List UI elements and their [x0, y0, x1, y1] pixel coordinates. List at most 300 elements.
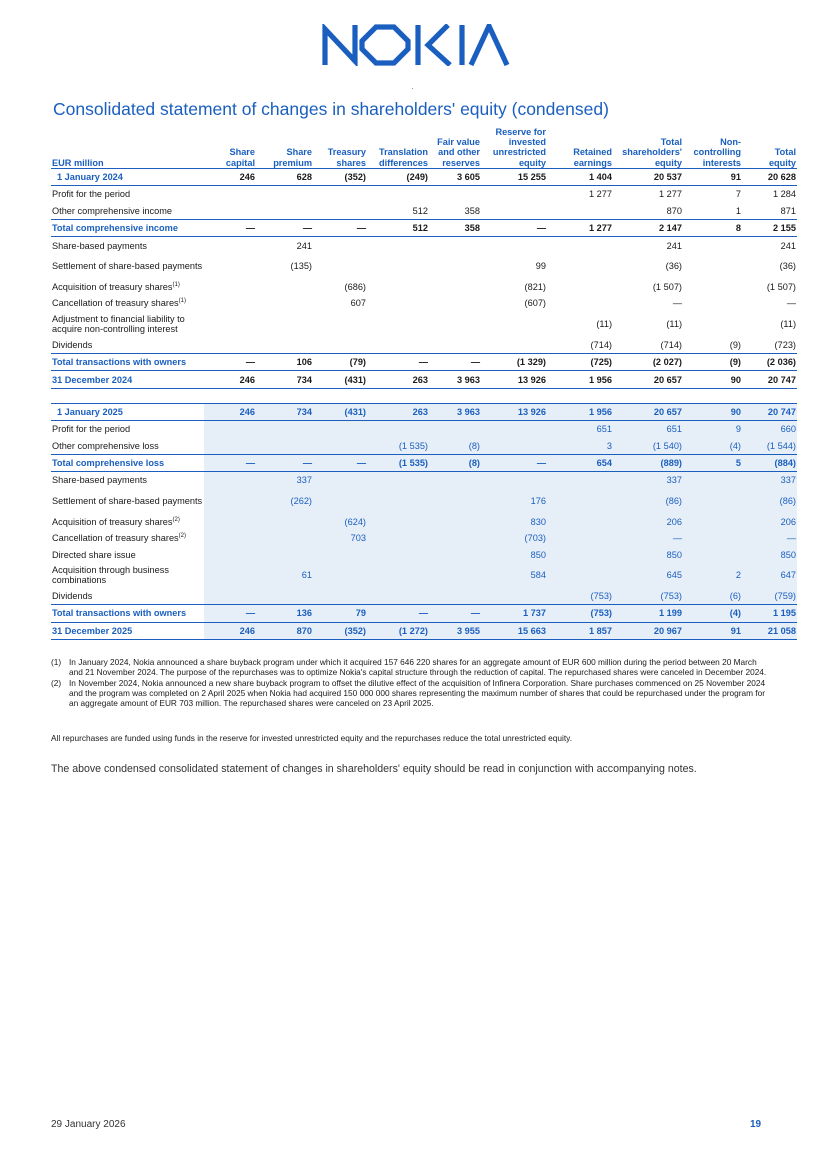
table-row: [51, 454, 797, 471]
value-cell: (889): [613, 454, 683, 471]
value-cell: [547, 472, 613, 489]
value-cell: 1 199: [613, 605, 683, 622]
value-cell: [256, 312, 313, 337]
row-label-text: Share-based payments: [52, 240, 147, 251]
value-cell: —: [742, 530, 797, 546]
value-cell: [256, 186, 313, 203]
value-cell: 1 956: [547, 403, 613, 420]
value-cell: —: [367, 353, 429, 370]
value-cell: [547, 279, 613, 295]
value-cell: [481, 312, 547, 337]
row-label: [51, 530, 204, 546]
value-cell: [204, 588, 256, 605]
value-cell: [547, 254, 613, 279]
value-cell: 9: [683, 421, 742, 438]
value-cell: 734: [256, 371, 313, 388]
row-label: [51, 622, 204, 639]
value-cell: [204, 186, 256, 203]
value-cell: 20 747: [742, 403, 797, 420]
table-row: [51, 279, 797, 295]
value-cell: [683, 254, 742, 279]
value-cell: 21 058: [742, 622, 797, 639]
decorative-dot: [412, 88, 413, 89]
value-cell: [256, 546, 313, 562]
row-label-text: 31 December 2024: [52, 374, 133, 385]
nokia-logo: [322, 24, 510, 66]
value-cell: (714): [660, 339, 682, 350]
value-cell: 20 657: [613, 371, 683, 388]
value-cell: 871: [780, 205, 796, 216]
row-label: [51, 186, 204, 203]
row-label-text: Cancellation of treasury shares: [52, 298, 179, 309]
value-cell: 647: [742, 563, 797, 588]
value-cell: 90: [683, 371, 742, 388]
value-cell: [367, 514, 429, 530]
value-cell: 7: [735, 189, 741, 200]
column-header-line: equity: [654, 157, 682, 168]
value-cell: [313, 254, 367, 279]
row-label-text: Profit for the period: [52, 189, 131, 200]
value-cell: (607): [524, 298, 546, 309]
table-row: [51, 489, 797, 514]
value-cell: [256, 438, 313, 455]
column-header-line: Total: [774, 147, 796, 158]
value-cell: [313, 438, 367, 455]
value-cell: [367, 237, 429, 254]
value-cell: —: [204, 219, 256, 236]
row-label: [51, 279, 204, 295]
column-header-line: Retained: [573, 147, 612, 158]
value-cell: [204, 421, 256, 438]
value-cell: 8: [683, 219, 742, 236]
value-cell: (1 535): [367, 454, 429, 471]
page-title: Consolidated statement of changes in shareholders' equity (condensed): [53, 99, 609, 119]
value-cell: [367, 421, 429, 438]
value-cell: [481, 472, 547, 489]
value-cell: [313, 588, 367, 605]
table-row: [51, 203, 797, 220]
value-cell: [367, 563, 429, 588]
row-label: [51, 403, 204, 420]
value-cell: (714): [590, 339, 612, 350]
value-cell: (431): [313, 403, 367, 420]
value-cell: —: [313, 454, 367, 471]
value-cell: 2: [683, 563, 742, 588]
value-cell: (753): [547, 588, 613, 605]
value-cell: 20 628: [742, 168, 797, 185]
row-label-text: Acquisition through business combinations: [52, 565, 169, 586]
value-cell: [683, 530, 742, 546]
row-label-text: Other comprehensive income: [52, 205, 173, 216]
value-cell: (86): [742, 489, 797, 514]
column-header-line: Share: [286, 147, 312, 158]
value-cell: [481, 203, 547, 220]
row-label: [51, 371, 204, 388]
value-cell: 263: [367, 371, 429, 388]
value-cell: (135): [290, 261, 312, 272]
value-cell: 106: [256, 353, 313, 370]
value-cell: [256, 203, 313, 220]
value-cell: (753): [613, 588, 683, 605]
value-cell: 15 255: [481, 168, 547, 185]
value-cell: [547, 563, 613, 588]
equity-table: [51, 127, 797, 640]
value-cell: [204, 563, 256, 588]
row-label-text: Acquisition of treasury shares: [52, 281, 173, 292]
table-row: [51, 403, 797, 420]
table-row: [51, 254, 797, 279]
value-cell: (1 540): [613, 438, 683, 455]
value-cell: 246: [204, 168, 256, 185]
value-cell: 20 967: [613, 622, 683, 639]
value-cell: (36): [779, 261, 796, 272]
value-cell: 1 956: [547, 371, 613, 388]
repurchase-note: All repurchases are funded using funds in the reserve for invested unrestricted equity and the repurchases reduce the total unrestricted equity.: [51, 733, 573, 743]
value-cell: 512: [367, 219, 429, 236]
value-cell: [481, 186, 547, 203]
value-cell: (723): [774, 339, 796, 350]
value-cell: [313, 546, 367, 562]
value-cell: [204, 337, 256, 354]
column-header-line: shareholders': [622, 147, 682, 158]
value-cell: [429, 186, 481, 203]
column-header-line: Treasury: [327, 147, 366, 158]
value-cell: (262): [256, 489, 313, 514]
value-cell: [313, 312, 367, 337]
value-cell: (2 027): [613, 353, 683, 370]
value-cell: [256, 295, 313, 311]
column-header-line: differences: [378, 157, 428, 168]
value-cell: 136: [256, 605, 313, 622]
column-header-line: Non-: [720, 137, 741, 148]
value-cell: [256, 337, 313, 354]
value-cell: 241: [780, 240, 796, 251]
value-cell: 651: [613, 421, 683, 438]
value-cell: 99: [535, 261, 546, 272]
value-cell: 241: [666, 240, 682, 251]
value-cell: [313, 237, 367, 254]
table-row: [51, 563, 797, 588]
value-cell: [547, 295, 613, 311]
value-cell: [313, 563, 367, 588]
table-row: [51, 421, 797, 438]
value-cell: [367, 254, 429, 279]
value-cell: (8): [429, 454, 481, 471]
column-header: [683, 127, 742, 168]
value-cell: (11): [596, 319, 612, 330]
value-cell: 628: [256, 168, 313, 185]
value-cell: 2 147: [613, 219, 683, 236]
value-cell: [256, 421, 313, 438]
value-cell: 206: [742, 514, 797, 530]
value-cell: [481, 438, 547, 455]
value-cell: —: [204, 605, 256, 622]
footer-date: 29 January 2026: [51, 1119, 126, 1130]
value-cell: (4): [683, 605, 742, 622]
value-cell: 654: [547, 454, 613, 471]
value-cell: —: [256, 219, 313, 236]
value-cell: [683, 279, 742, 295]
value-cell: [429, 279, 481, 295]
value-cell: —: [204, 353, 256, 370]
table-row: [51, 546, 797, 562]
value-cell: (759): [742, 588, 797, 605]
value-cell: 870: [256, 622, 313, 639]
row-label: [51, 588, 204, 605]
footnote-ref: (2): [172, 516, 180, 523]
value-cell: [429, 421, 481, 438]
value-cell: 20 537: [613, 168, 683, 185]
value-cell: [367, 295, 429, 311]
value-cell: (8): [429, 438, 481, 455]
row-label: [51, 454, 204, 471]
value-cell: [547, 514, 613, 530]
table-row: [51, 219, 797, 236]
value-cell: 1 857: [547, 622, 613, 639]
value-cell: (1 329): [481, 353, 547, 370]
value-cell: [481, 337, 547, 354]
value-cell: (6): [683, 588, 742, 605]
value-cell: 246: [204, 371, 256, 388]
value-cell: —: [313, 219, 367, 236]
value-cell: —: [429, 605, 481, 622]
value-cell: 15 663: [481, 622, 547, 639]
value-cell: 3 963: [429, 371, 481, 388]
value-cell: [313, 489, 367, 514]
value-cell: —: [256, 454, 313, 471]
footnote-ref: (2): [178, 533, 186, 540]
value-cell: (725): [547, 353, 613, 370]
value-cell: [313, 337, 367, 354]
value-cell: 1 277: [547, 219, 613, 236]
row-label-text: Total comprehensive income: [52, 223, 178, 234]
value-cell: [481, 237, 547, 254]
value-cell: [367, 489, 429, 514]
value-cell: [204, 472, 256, 489]
value-cell: (36): [665, 261, 682, 272]
header-label: EUR million: [51, 127, 204, 168]
table-row: [51, 472, 797, 489]
column-header-line: equity: [768, 157, 796, 168]
value-cell: [256, 588, 313, 605]
value-cell: 79: [313, 605, 367, 622]
value-cell: 3 955: [429, 622, 481, 639]
column-header: [613, 127, 683, 168]
table-row: [51, 622, 797, 639]
value-cell: (1 272): [367, 622, 429, 639]
footnote-2: (2) In November 2024, Nokia announced a new share buyback program to offset the dilutive effect of the acquisition of Infinera Corporation. Share purchases commenced on 25 November 2024 and the program was completed on 2 April 2025 when Nokia had acquired 150 000 000 shares representing the maximum number of shares that could be repurchased under the program for an aggregate amount of EUR 703 million. The repurchased shares were canceled on 23 April 2025.: [51, 678, 766, 708]
column-header-line: Reserve for: [495, 127, 546, 137]
value-cell: 20 747: [742, 371, 797, 388]
row-label-text: Settlement of share-based payments: [52, 261, 203, 272]
column-header-line: and other: [438, 147, 480, 158]
value-cell: [683, 312, 742, 337]
value-cell: (1 544): [742, 438, 797, 455]
column-header-line: interests: [702, 157, 741, 168]
value-cell: [204, 237, 256, 254]
value-cell: [481, 421, 547, 438]
value-cell: —: [672, 298, 682, 309]
value-cell: (11): [666, 319, 682, 330]
value-cell: [429, 489, 481, 514]
value-cell: 870: [666, 205, 682, 216]
row-label-text: 1 January 2024: [57, 172, 123, 182]
value-cell: [204, 489, 256, 514]
value-cell: [256, 279, 313, 295]
value-cell: [683, 514, 742, 530]
column-header-line: premium: [273, 157, 312, 168]
value-cell: —: [613, 530, 683, 546]
row-label: [51, 254, 204, 279]
value-cell: (9): [683, 353, 742, 370]
value-cell: 645: [613, 563, 683, 588]
footnote-ref: (1): [178, 298, 186, 305]
value-cell: (11): [780, 319, 796, 330]
row-label: [51, 237, 204, 254]
value-cell: —: [481, 219, 547, 236]
value-cell: 337: [742, 472, 797, 489]
value-cell: (821): [524, 281, 546, 292]
value-cell: [313, 203, 367, 220]
table-row: [51, 237, 797, 254]
row-label-text: 1 January 2025: [57, 406, 123, 417]
page-number: 19: [750, 1119, 762, 1130]
row-label-text: Adjustment to financial liability to acquire non-controlling interest: [52, 314, 185, 335]
row-label-text: Total transactions with owners: [52, 608, 187, 619]
value-cell: (9): [729, 339, 741, 350]
column-header-line: Share: [229, 147, 255, 158]
table-row: [51, 605, 797, 622]
value-cell: 337: [256, 472, 313, 489]
value-cell: (431): [313, 371, 367, 388]
value-cell: 91: [683, 168, 742, 185]
value-cell: [429, 563, 481, 588]
value-cell: [367, 279, 429, 295]
value-cell: (352): [313, 622, 367, 639]
value-cell: [429, 472, 481, 489]
value-cell: 830: [481, 514, 547, 530]
value-cell: (352): [313, 168, 367, 185]
column-header-line: controlling: [693, 147, 741, 158]
value-cell: [204, 295, 256, 311]
table-row: [51, 186, 797, 203]
value-cell: [683, 295, 742, 311]
value-cell: (1 507): [766, 281, 796, 292]
value-cell: 1 284: [773, 189, 796, 200]
value-cell: [367, 530, 429, 546]
value-cell: 358: [464, 205, 480, 216]
value-cell: [547, 530, 613, 546]
column-header: [367, 127, 429, 168]
column-header-line: capital: [225, 157, 255, 168]
value-cell: (884): [742, 454, 797, 471]
column-header: [481, 127, 547, 168]
table-row: [51, 371, 797, 388]
value-cell: 13 926: [481, 403, 547, 420]
column-header: [547, 127, 613, 168]
value-cell: [367, 312, 429, 337]
column-header: [742, 127, 797, 168]
value-cell: [683, 472, 742, 489]
row-label: [51, 489, 204, 514]
row-label-text: Total transactions with owners: [52, 357, 187, 368]
value-cell: 660: [742, 421, 797, 438]
value-cell: [204, 530, 256, 546]
value-cell: [429, 530, 481, 546]
table-row: [51, 530, 797, 546]
value-cell: 246: [204, 403, 256, 420]
value-cell: 91: [683, 622, 742, 639]
value-cell: 850: [742, 546, 797, 562]
value-cell: 241: [296, 240, 312, 251]
value-cell: [204, 312, 256, 337]
value-cell: 651: [547, 421, 613, 438]
value-cell: (1 535): [367, 438, 429, 455]
value-cell: 1 737: [481, 605, 547, 622]
value-cell: [429, 514, 481, 530]
value-cell: —: [367, 605, 429, 622]
row-label-text: Profit for the period: [52, 424, 131, 435]
value-cell: 1 277: [659, 189, 682, 200]
row-label-text: Dividends: [52, 339, 93, 350]
value-cell: [429, 237, 481, 254]
column-header-line: invested: [508, 137, 546, 148]
row-label: [51, 353, 204, 370]
row-label: [51, 168, 204, 185]
value-cell: [429, 254, 481, 279]
row-label: [51, 219, 204, 236]
value-cell: [429, 546, 481, 562]
value-cell: 3 605: [429, 168, 481, 185]
value-cell: [313, 472, 367, 489]
table-row: [51, 337, 797, 354]
value-cell: (686): [344, 281, 366, 292]
value-cell: 263: [367, 403, 429, 420]
value-cell: 703: [313, 530, 367, 546]
value-cell: 584: [481, 563, 547, 588]
table-row: [51, 295, 797, 311]
value-cell: [429, 588, 481, 605]
value-cell: (753): [547, 605, 613, 622]
value-cell: —: [204, 454, 256, 471]
value-cell: [204, 546, 256, 562]
value-cell: [256, 514, 313, 530]
table-row: [51, 168, 797, 185]
column-header-line: equity: [518, 157, 546, 168]
value-cell: [547, 489, 613, 514]
row-label-text: 31 December 2025: [52, 625, 133, 636]
column-header-line: Fair value: [437, 137, 480, 148]
value-cell: —: [786, 298, 796, 309]
row-label-text: Acquisition of treasury shares: [52, 516, 173, 527]
value-cell: —: [481, 454, 547, 471]
value-cell: [313, 186, 367, 203]
value-cell: 5: [683, 454, 742, 471]
row-label: [51, 312, 204, 337]
value-cell: 1 404: [547, 168, 613, 185]
value-cell: [204, 279, 256, 295]
value-cell: (2 036): [742, 353, 797, 370]
column-header-line: unrestricted: [492, 147, 546, 158]
value-cell: 358: [429, 219, 481, 236]
row-label-text: Total comprehensive loss: [52, 458, 165, 469]
row-label: [51, 546, 204, 562]
row-label: [51, 563, 204, 588]
value-cell: (703): [481, 530, 547, 546]
value-cell: 850: [613, 546, 683, 562]
value-cell: [204, 203, 256, 220]
value-cell: 512: [412, 205, 428, 216]
